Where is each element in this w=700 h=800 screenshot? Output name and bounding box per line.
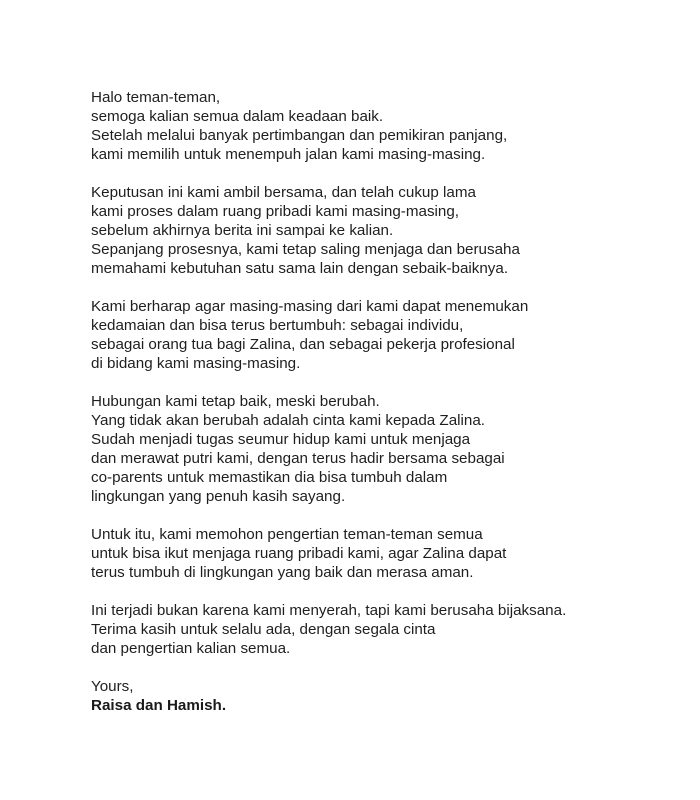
letter-line: kami proses dalam ruang pribadi kami masing-masing, <box>91 203 460 220</box>
letter-line: sebagai orang tua bagi Zalina, dan sebagai pekerja profesional <box>91 336 515 353</box>
letter-line: dan merawat putri kami, dengan terus hadir bersama sebagai <box>91 450 505 467</box>
letter-line: Sepanjang prosesnya, kami tetap saling menjaga dan berusaha <box>91 241 520 258</box>
letter-line: Halo teman-teman, <box>91 89 221 106</box>
closing-salutation: Yours, <box>91 678 134 695</box>
letter-line: Ini terjadi bukan karena kami menyerah, tapi kami berusaha bijaksana. <box>91 602 567 619</box>
paragraph-thanks <box>91 601 651 658</box>
paragraph-decision <box>91 183 651 278</box>
letter-line: Terima kasih untuk selalu ada, dengan segala cinta <box>91 621 436 638</box>
letter-line: Hubungan kami tetap baik, meski berubah. <box>91 393 380 410</box>
letter-line: untuk bisa ikut menjaga ruang pribadi kami, agar Zalina dapat <box>91 545 507 562</box>
letter-line: dan pengertian kalian semua. <box>91 640 291 657</box>
letter-line: lingkungan yang penuh kasih sayang. <box>91 488 346 505</box>
letter-line: sebelum akhirnya berita ini sampai ke kalian. <box>91 222 394 239</box>
signature: Raisa dan Hamish. <box>91 697 227 714</box>
letter <box>91 88 651 715</box>
letter-line: Kami berharap agar masing-masing dari kami dapat menemukan <box>91 298 529 315</box>
paragraph-hope <box>91 297 651 373</box>
letter-line: co-parents untuk memastikan dia bisa tumbuh dalam <box>91 469 448 486</box>
letter-line: semoga kalian semua dalam keadaan baik. <box>91 108 384 125</box>
letter-line: di bidang kami masing-masing. <box>91 355 301 372</box>
paragraph-relationship <box>91 392 651 506</box>
letter-line: memahami kebutuhan satu sama lain dengan sebaik-baiknya. <box>91 260 509 277</box>
letter-line: Keputusan ini kami ambil bersama, dan telah cukup lama <box>91 184 476 201</box>
paragraph-request <box>91 525 651 582</box>
letter-line: Yang tidak akan berubah adalah cinta kami kepada Zalina. <box>91 412 486 429</box>
letter-line: Sudah menjadi tugas seumur hidup kami untuk menjaga <box>91 431 471 448</box>
closing-block <box>91 677 651 715</box>
letter-line: Setelah melalui banyak pertimbangan dan pemikiran panjang, <box>91 127 508 144</box>
letter-line: Untuk itu, kami memohon pengertian teman-teman semua <box>91 526 483 543</box>
letter-line: kami memilih untuk menempuh jalan kami masing-masing. <box>91 146 486 163</box>
paragraph-greeting <box>91 88 651 164</box>
letter-line: kedamaian dan bisa terus bertumbuh: sebagai individu, <box>91 317 464 334</box>
letter-line: terus tumbuh di lingkungan yang baik dan merasa aman. <box>91 564 474 581</box>
